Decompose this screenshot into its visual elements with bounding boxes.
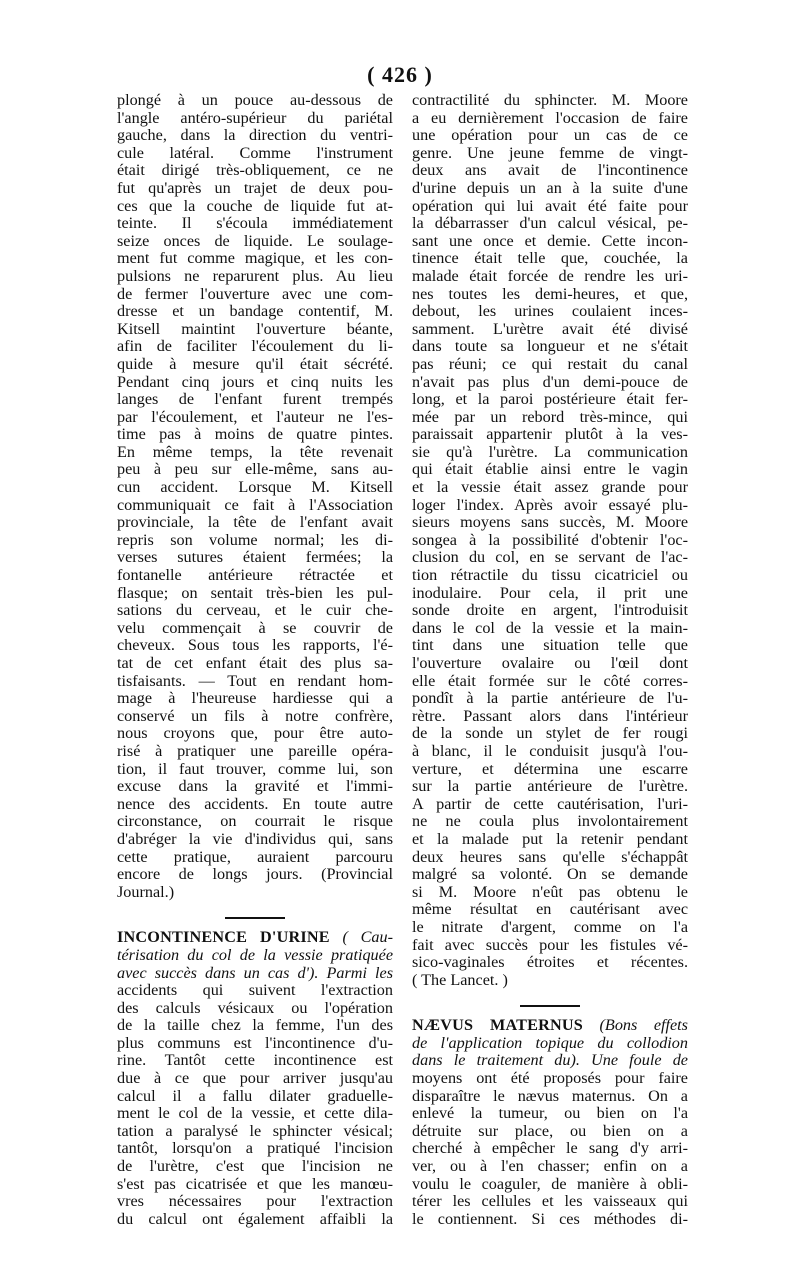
text-line: plongé à un pouce au-dessous de — [117, 92, 393, 109]
section-divider — [520, 1005, 580, 1007]
text-line: le nitrate d'argent, comme on l'a — [412, 918, 688, 936]
text-line: tat de cet enfant était des plus sa- — [117, 655, 393, 672]
text-line: rètre. Passant alors dans l'intérieur — [412, 707, 688, 725]
text-line: A partir de cette cautérisation, l'uri- — [412, 795, 688, 813]
text-line: time pas à moins de quatre pintes. — [117, 426, 393, 444]
section-subtitle: (Bons effets — [583, 1017, 688, 1035]
text-line: de la sonde un stylet de fer rougi — [412, 725, 688, 743]
text-line: de l'urètre, c'est que l'incision ne — [117, 1158, 393, 1176]
text-line: tisfaisants. — Tout en rendant hom- — [117, 672, 393, 690]
text-line: et la vessie était assez grande pour — [412, 479, 688, 497]
text-line: qui était établie ainsi entre le vagin — [412, 461, 688, 479]
text-line: contractilité du sphincter. M. Moore — [412, 92, 688, 109]
text-line: même résultat en cautérisant avec — [412, 901, 688, 919]
text-line: détruite sur place, ou bien on a — [412, 1122, 688, 1140]
text-line: malade était forcée de rendre les uri- — [412, 267, 688, 285]
right-section-heading — [412, 1017, 688, 1070]
text-line: repris son volume normal; les di- — [117, 531, 393, 549]
text-line: Kitsell maintint l'ouverture béante, — [117, 320, 393, 338]
text-line: de la taille chez la femme, l'un des — [117, 1017, 393, 1035]
text-line: mage à l'heureuse hardiesse qui a — [117, 690, 393, 708]
text-line: elle était formée sur le côté corres- — [412, 672, 688, 690]
text-line: verture, et détermina une escarre — [412, 760, 688, 778]
text-line: ment fut comme magique, et les con- — [117, 250, 393, 268]
text-line: songea à la possibilité d'obtenir l'oc- — [412, 531, 688, 549]
left-paragraph-1 — [117, 92, 393, 901]
right-paragraph-2 — [412, 1070, 688, 1228]
text-line: malgré sa volonté. On se demande — [412, 866, 688, 884]
text-line: d'abréger la vie d'individus qui, sans — [117, 830, 393, 848]
text-line: teinte. Il s'écoula immédiatement — [117, 215, 393, 233]
text-line: circonstance, on courrait le risque — [117, 813, 393, 831]
page-number: ( 426 ) — [367, 62, 433, 87]
text-line: par l'écoulement, et l'auteur ne l'es- — [117, 408, 393, 426]
text-line: cette pratique, auraient parcouru — [117, 848, 393, 866]
text-line: fontanelle antérieure rétractée et — [117, 567, 393, 585]
section-subtitle: ( Cau- — [329, 929, 393, 947]
text-line: nence des accidents. En toute autre — [117, 795, 393, 813]
text-line: de fermer l'ouverture avec une com- — [117, 285, 393, 303]
text-line: voulu le coaguler, de manière à obli- — [412, 1175, 688, 1193]
text-line: encore de longs jours. (Provincial — [117, 866, 393, 884]
text-line: samment. L'urètre avait été divisé — [412, 320, 688, 338]
text-line: des calculs vésicaux ou l'opération — [117, 999, 393, 1017]
text-line: fait avec succès pour les fistules vé- — [412, 936, 688, 954]
right-column — [412, 92, 688, 1228]
text-line: était dirigé très-obliquement, ce ne — [117, 162, 393, 180]
text-line: tation a paralysé le sphincter vésical; — [117, 1122, 393, 1140]
text-line: tantôt, lorsqu'on a pratiqué l'incision — [117, 1140, 393, 1158]
text-line: risé à pratiquer une pareille opéra- — [117, 742, 393, 760]
text-line: la débarrasser d'un calcul vésical, pe- — [412, 215, 688, 233]
text-line: ver, ou à l'en chasser; enfin on a — [412, 1158, 688, 1176]
text-line: fut qu'après un trajet de deux pou- — [117, 179, 393, 197]
text-line: loger l'index. Après avoir essayé plu- — [412, 496, 688, 514]
text-line: et la malade put la retenir pendant — [412, 830, 688, 848]
heading-line — [412, 1017, 688, 1035]
text-line: peu à peu sur elle-même, sans au- — [117, 461, 393, 479]
text-line: dans le col de la vessie et la main- — [412, 619, 688, 637]
text-line: l'angle antéro-supérieur du pariétal — [117, 109, 393, 127]
text-line: si M. Moore n'eût pas obtenu le — [412, 883, 688, 901]
text-line: clusion du col, en se servant de l'ac- — [412, 549, 688, 567]
text-line: cheveux. Sous tous les rapports, l'é- — [117, 637, 393, 655]
heading-line — [117, 929, 393, 947]
text-line: a eu dernièrement l'occasion de faire — [412, 109, 688, 127]
text-line: l'ouverture ovalaire ou l'œil dont — [412, 655, 688, 672]
text-line: sonde droite en argent, l'introduisit — [412, 602, 688, 620]
text-line: provinciale, la tête de l'enfant avait — [117, 514, 393, 532]
text-line: seize onces de liquide. Le soulage- — [117, 232, 393, 250]
text-line: dresse et un bandage contentif, M. — [117, 303, 393, 321]
text-line: n'avait pas plus d'un demi-pouce de — [412, 373, 688, 391]
text-line: verses sutures étaient fermées; la — [117, 549, 393, 567]
text-line: s'est pas cicatrisée et que les manœu- — [117, 1175, 393, 1193]
text-line: paraissait appartenir plutôt à la ves- — [412, 426, 688, 444]
text-line: tion, il faut trouver, comme lui, son — [117, 760, 393, 778]
text-line: sations du cerveau, et le cuir che- — [117, 602, 393, 620]
text-line: excuse dans la gravité et l'immi- — [117, 778, 393, 796]
text-line: pas réuni; ce qui restait du canal — [412, 355, 688, 373]
text-line: pulsions ne reparurent plus. Au lieu — [117, 267, 393, 285]
text-line: mée par un rebord très-mince, qui — [412, 408, 688, 426]
text-line: cule latéral. Comme l'instrument — [117, 144, 393, 162]
text-line: deux heures sans qu'elle s'échappât — [412, 848, 688, 866]
text-line: plus communs est l'incontinence d'u- — [117, 1034, 393, 1052]
text-line: pondît à la partie antérieure de l'u- — [412, 690, 688, 708]
text-line: due à ce que pour arriver jusqu'au — [117, 1070, 393, 1088]
text-line: genre. Une jeune femme de vingt- — [412, 144, 688, 162]
text-line: deux ans avait de l'incontinence — [412, 162, 688, 180]
text-line: En même temps, la tête revenait — [117, 443, 393, 461]
text-line: communiquait ce fait à l'Association — [117, 496, 393, 514]
text-line: vres nécessaires pour l'extraction — [117, 1193, 393, 1211]
text-line: ces que la couche de liquide fut at- — [117, 197, 393, 215]
section-subtitle: dans le traitement du). Une foule de — [412, 1052, 688, 1070]
text-line: nes toutes les demi-heures, et que, — [412, 285, 688, 303]
text-line: Journal.) — [117, 883, 175, 901]
text-line: tinence était telle que, couchée, la — [412, 250, 688, 268]
left-column — [117, 92, 393, 1228]
text-line: opération qui lui avait été faite pour — [412, 197, 688, 215]
text-line: une opération pour un cas de ce — [412, 127, 688, 145]
text-line: afin de faciliter l'écoulement du li- — [117, 338, 393, 356]
text-line: d'urine depuis un an à la suite d'une — [412, 179, 688, 197]
text-line: cherché à empêcher le sang d'y arri- — [412, 1140, 688, 1158]
text-line: conservé un fils à notre confrère, — [117, 707, 393, 725]
text-line: sant une once et demie. Cette incon- — [412, 232, 688, 250]
text-line: sieurs moyens sans succès, M. Moore — [412, 514, 688, 532]
left-section-heading — [117, 929, 393, 982]
text-line: moyens ont été proposés pour faire — [412, 1070, 688, 1088]
text-line: térer les cellules et les vaisseaux qui — [412, 1193, 688, 1211]
right-paragraph-1 — [412, 92, 688, 989]
text-line: ne ne coula plus involontairement — [412, 813, 688, 831]
text-line: sico-vaginales étroites et récentes. — [412, 954, 688, 972]
text-line: disparaître le nævus maternus. On a — [412, 1087, 688, 1105]
text-line: sie qu'à l'urètre. La communication — [412, 443, 688, 461]
left-paragraph-2 — [117, 982, 393, 1228]
text-line: debout, les urines coulaient inces- — [412, 303, 688, 321]
text-line: du calcul ont également affaibli la — [117, 1210, 393, 1228]
section-subtitle: avec succès dans un cas d'). Parmi les — [117, 964, 393, 982]
text-line: rine. Tantôt cette incontinence est — [117, 1052, 393, 1070]
text-line: calcul il a fallu dilater graduelle- — [117, 1087, 393, 1105]
section-title: INCONTINENCE D'URINE — [117, 929, 330, 947]
text-line: gauche, dans la direction du ventri- — [117, 127, 393, 145]
section-subtitle: de l'application topique du collodion — [412, 1034, 688, 1052]
section-divider — [225, 917, 285, 919]
text-line: ( The Lancet. ) — [412, 971, 508, 989]
text-line: long, et la paroi postérieure était fer- — [412, 391, 688, 409]
text-line: enlevé la tumeur, ou bien on l'a — [412, 1105, 688, 1123]
section-title: NÆVUS MATERNUS — [412, 1017, 584, 1035]
text-line: ment le col de la vessie, et cette dila- — [117, 1105, 393, 1123]
text-line: cun accident. Lorsque M. Kitsell — [117, 479, 393, 497]
text-line: langes de l'enfant furent trempés — [117, 391, 393, 409]
text-line: quide à mesure qu'il était sécrété. — [117, 355, 393, 373]
text-line: accidents qui suivent l'extraction — [117, 982, 393, 1000]
text-line: velu commençait à se couvrir de — [117, 619, 393, 637]
text-line: à blanc, il le conduisit jusqu'à l'ou- — [412, 742, 688, 760]
text-line: tint dans une situation telle que — [412, 637, 688, 655]
text-line: Pendant cinq jours et cinq nuits les — [117, 373, 393, 391]
text-line: sur la partie antérieure de l'urètre. — [412, 778, 688, 796]
text-line: dans toute sa longueur et ne s'était — [412, 338, 688, 356]
text-line: inodulaire. Pour cela, il prit une — [412, 584, 688, 602]
text-line: tion rétractile du tissu cicatriciel ou — [412, 567, 688, 585]
text-line: le contiennent. Si ces méthodes di- — [412, 1210, 688, 1228]
text-line: flasque; on sentait très-bien les pul- — [117, 584, 393, 602]
text-line: nous croyons que, pour être auto- — [117, 725, 393, 743]
section-subtitle: térisation du col de la vessie pratiquée — [117, 946, 393, 964]
